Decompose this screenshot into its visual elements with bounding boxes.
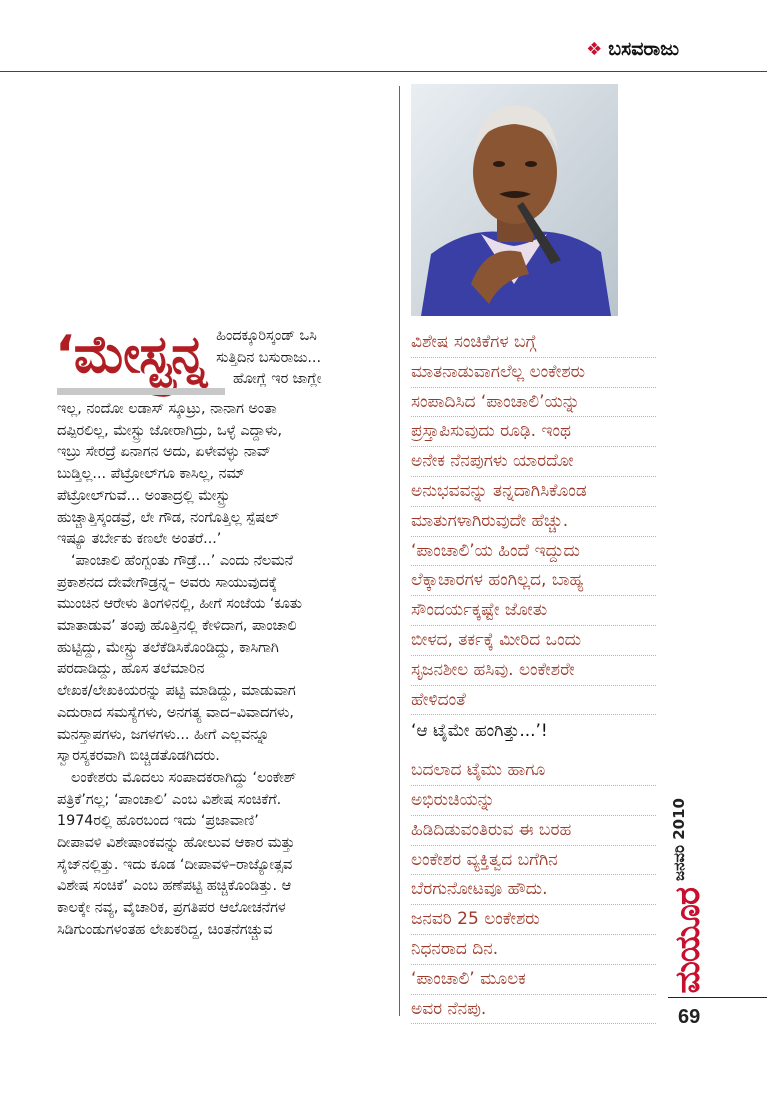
diamond-bullet-icon: ❖ <box>586 39 603 60</box>
callout-line: ಬೆರಗುನೋಟವೂ ಹೌದು. <box>411 875 656 905</box>
column-divider <box>399 86 400 1016</box>
intro-line: ಹೋಗ್ಲೆ ಇರ ಜಾಗ್ಲೇ <box>233 371 322 388</box>
callout-quote: ‘ಆ ಟೈಮೇ ಹಂಗಿತ್ತು...’! <box>411 721 548 742</box>
callout-line: ಸೃಜನಶೀಲ ಹಸಿವು. ಲಂಕೇಶರೇ <box>411 656 656 686</box>
callout-line: ನಿಧನರಾದ ದಿನ. <box>411 935 656 965</box>
text-line: ಕಾಲಕ್ಕೇ ನವ್ಯ, ವೈಚಾರಿಕ, ಪ್ರಗತಿಪರ ಆಲೋಚನೆಗಳ <box>57 900 286 917</box>
callout-line: ಮಾತನಾಡುವಾಗಲೆಲ್ಲ ಲಂಕೇಶರು <box>411 358 656 388</box>
text-line: ಹುಟ್ಟಿದ್ದು, ಮೇಸ್ಟ್ರು ತಲೆಕೆಡಿಸಿಕೊಂಡಿದ್ದು, ಕಾಸಿಗಾಗಿ <box>57 639 279 656</box>
paragraph-3 <box>57 768 392 942</box>
page-number: 69 <box>678 1006 701 1028</box>
author-photo <box>411 84 618 316</box>
text-line: ಪತ್ರಿಕೆ’ಗಲ್ಲ; ‘ಪಾಂಚಾಲಿ’ ಎಂಬ ವಿಶೇಷ ಸಂಚಿಕೆಗೆ. <box>57 791 282 808</box>
text-line: ಬುಡ್ತಿಲ್ಲ... ಪೆಟ್ರೋಲ್‌ಗೂ ಕಾಸಿಲ್ಲ, ನಮ್ <box>57 466 245 483</box>
intro-line: ಸುತ್ತಿದಿನ ಬಸುರಾಜು... <box>216 349 321 366</box>
callout-block-1 <box>411 328 656 715</box>
paragraph-2 <box>57 551 392 768</box>
intro-line: ಹಿಂದಕ್ಕೂರಿಸ್ಕಂಡ್ ಒಸಿ <box>216 328 317 344</box>
callout-line: ಲಂಕೇಶರ ವ್ಯಕ್ತಿತ್ವದ ಬಗೆಗಿನ <box>411 846 656 876</box>
header-rule <box>0 71 767 72</box>
article-headline: ‘ಮೇಸ್ಟ್ರನ್ನ <box>55 325 207 385</box>
callout-line: ಅಭಿರುಚಿಯನ್ನು <box>411 786 656 816</box>
text-line: ದೀಪಾವಳಿ ವಿಶೇಷಾಂಕವನ್ನು ಹೋಲುವ ಆಕಾರ ಮತ್ತು <box>57 835 295 852</box>
text-line: ಮನಸ್ತಾಪಗಳು, ಜಗಳಗಳು... ಹೀಗೆ ಎಲ್ಲವನ್ನೂ <box>57 726 270 743</box>
text-line: ಸೈಜ್‌ನಲ್ಲಿತ್ತು. ಇದು ಕೂಡ ‘ದೀಪಾವಳಿ–ರಾಜ್ಯೋತ್ಸವ <box>57 856 293 873</box>
magazine-name: ಮಯೂರ <box>668 888 708 994</box>
callout-line: ಅನೇಕ ನೆನಪುಗಳು ಯಾರದೋ <box>411 447 656 477</box>
text-line: ಇಷ್ಯೂ ತರ್ಬೇಕು ಕಣಲೇ ಅಂತರೆ...’ <box>57 531 222 548</box>
headline-underline <box>57 388 225 395</box>
callout-line: ವಿಶೇಷ ಸಂಚಿಕೆಗಳ ಬಗ್ಗೆ <box>411 328 656 358</box>
text-line: ದಪ್ಪಿರಲಿಲ್ಲ, ಮೇಸ್ಟ್ರು ಜೋರಾಗಿದ್ರು, ಒಳ್ಳೆ ಎದ್ದಾಳು, <box>57 422 283 439</box>
pull-quote-column <box>411 328 656 1024</box>
callout-line: ಅನುಭವವನ್ನು ತನ್ನದಾಗಿಸಿಕೊಂಡ <box>411 477 656 507</box>
page-number-rule <box>668 997 767 998</box>
text-line: ಸಿಡಿಗುಂಡುಗಳಂತಹ ಲೇಖಕರಿದ್ದ, ಚಿಂತನೆಗಚ್ಚುವ <box>57 921 273 938</box>
callout-line: ಜನವರಿ 25 ಲಂಕೇಶರು <box>411 905 656 935</box>
text-line: ಮಾತಾಡುವ’ ತಂಪು ಹೊತ್ತಿನಲ್ಲಿ ಕೇಳಿದಾಗ, ಪಾಂಚಾಲಿ <box>57 618 297 635</box>
text-line: ಪೆಟ್ರೋಲ್‌ಗುವೆ... ಅಂತಾದ್ರಲ್ಲಿ ಮೇಸ್ಟ್ರು <box>57 487 231 504</box>
callout-line: ಸಂಪಾದಿಸಿದ ‘ಪಾಂಚಾಲಿ’ಯನ್ನು <box>411 388 656 418</box>
author-byline <box>586 38 679 60</box>
text-line: ‘ಪಾಂಚಾಲಿ ಹೆಂಗ್ಬಂತು ಗೌಡ್ರೆ...’ ಎಂದು ನೆಲಮನೆ <box>71 552 294 569</box>
callout-line: ಬೀಳದ, ತರ್ಕಕ್ಕೆ ಮೀರಿದ ಒಂದು <box>411 626 656 656</box>
text-line: ವಿಶೇಷ ಸಂಚಿಕೆ’ ಎಂಬ ಹಣೆಪಟ್ಟಿ ಹಚ್ಚಿಕೊಂಡಿತ್ತು. ಆ <box>57 878 292 895</box>
text-line: ಪ್ರಕಾಶನದ ದೇವೇಗೌಡ್ರನ್ನ– ಅವರು ಸಾಯುವುದಕ್ಕೆ <box>57 574 277 591</box>
callout-line: ಅವರ ನೆನಪು. <box>411 995 656 1025</box>
text-line: ಇಲ್ಲ, ನಂದೋ ಲಡಾಸ್ ಸ್ಕೂಟ್ರು, ನಾನಾಗ ಅಂತಾ <box>57 401 277 417</box>
issue-date: ಜನವರಿ 2010 <box>670 798 688 881</box>
text-line: ಇಬ್ರು ಸೇರದ್ರೆ ಏನಾಗನ ಅದು, ಏಳೇವಳ್ಳು ನಾವ್ <box>57 444 271 461</box>
paragraph-1 <box>57 399 392 551</box>
callout-line: ‘ಪಾಂಚಾಲಿ’ ಮೂಲಕ <box>411 965 656 995</box>
callout-line: ಬದಲಾದ ಟೈಮು ಹಾಗೂ <box>411 756 656 786</box>
callout-line: ಸೌಂದರ್ಯಕ್ಕಷ್ಟೇ ಜೋತು <box>411 596 656 626</box>
text-line: ಹುಚ್ಚಾತ್ತಿಸ್ಕಂಡವ್ರೆ, ಲೇ ಗೌಡ, ನಂಗೊತ್ತಿಲ್ಲ ಸ್ಪೆಷಲ್ <box>57 509 279 526</box>
text-line: ಸ್ವಾರಸ್ಯಕರವಾಗಿ ಬಿಚ್ಚಿಡತೊಡಗಿದರು. <box>57 748 220 765</box>
article-body <box>57 326 392 942</box>
text-line: ಲಂಕೇಶರು ಮೊದಲು ಸಂಪಾದಕರಾಗಿದ್ದು ‘ಲಂಕೇಶ್ <box>71 769 297 786</box>
callout-line: ಹಿಡಿದಿಡುವಂತಿರುವ ಈ ಬರಹ <box>411 816 656 846</box>
callout-line: ಹೇಳಿದಂತೆ <box>411 686 656 716</box>
text-line: ಮುಂಚಿನ ಆರೇಳು ತಿಂಗಳಿನಲ್ಲಿ, ಹೀಗೆ ಸಂಜೆಯ ‘ಕೂತು <box>57 596 302 613</box>
callout-line: ಪ್ರಸ್ತಾಪಿಸುವುದು ರೂಢಿ. ಇಂಥ <box>411 417 656 447</box>
text-line: 1974ರಲ್ಲಿ ಹೊರಬಂದ ಇದು ‘ಪ್ರಜಾವಾಣಿ’ <box>57 813 259 830</box>
callout-line: ‘ಪಾಂಚಾಲಿ’ಯ ಹಿಂದೆ ಇದ್ದುದು <box>411 537 656 567</box>
callout-block-2 <box>411 756 656 1024</box>
text-line: ಪರದಾಡಿದ್ದು, ಹೊಸ ತಲೆಮಾರಿನ <box>57 661 205 678</box>
callout-line: ಲೆಕ್ಕಾಚಾರಗಳ ಹಂಗಿಲ್ಲದ, ಬಾಹ್ಯ <box>411 566 656 596</box>
callout-line: ಮಾತುಗಳಾಗಿರುವುದೇ ಹೆಚ್ಚು. <box>411 507 656 537</box>
portrait-illustration <box>411 84 618 316</box>
magazine-footer <box>670 798 710 998</box>
text-line: ಲೇಖಕ/ಲೇಖಕಿಯರನ್ನು ಪಟ್ಟಿ ಮಾಡಿದ್ದು, ಮಾಡುವಾಗ <box>57 683 296 700</box>
text-line: ಎದುರಾದ ಸಮಸ್ಯೆಗಳು, ಅನಗತ್ಯ ವಾದ–ವಿವಾದಗಳು, <box>57 704 294 721</box>
author-name: ಬಸವರಾಜು <box>608 38 679 60</box>
